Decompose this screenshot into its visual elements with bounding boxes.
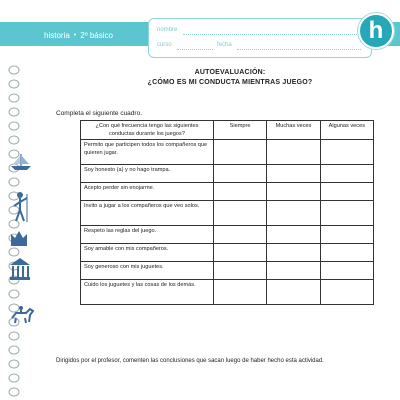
publisher-logo: h — [358, 13, 394, 49]
conduct-cell: Invito a jugar a los compañeros que veo solos. — [81, 201, 214, 226]
conduct-cell: Soy generoso con mis juguetes. — [81, 262, 214, 280]
algunas-veces-cell[interactable] — [320, 183, 373, 201]
algunas-veces-cell[interactable] — [320, 140, 373, 165]
fecha-label: fecha — [217, 42, 232, 48]
muchas-veces-cell[interactable] — [267, 262, 320, 280]
curso-field[interactable] — [177, 49, 213, 50]
horse-rider-icon — [8, 304, 38, 326]
muchas-veces-cell[interactable] — [267, 201, 320, 226]
self-assessment-table — [80, 120, 374, 305]
crown-icon — [8, 228, 30, 248]
grade-label: 2º básico — [80, 30, 113, 40]
conduct-cell: Permito que participen todos los compañeros que quieren jugar. — [81, 140, 214, 165]
table-header-row — [81, 121, 374, 140]
header-siempre: Siempre — [213, 121, 266, 140]
siempre-cell[interactable] — [213, 280, 266, 305]
nombre-label: nombre — [157, 27, 178, 33]
title-line-2: ¿CÓMO ES MI CONDUCTA MIENTRAS JUEGO? — [147, 79, 313, 86]
algunas-veces-cell[interactable] — [320, 262, 373, 280]
muchas-veces-cell[interactable] — [267, 165, 320, 183]
table-row — [81, 183, 374, 201]
subject-label: historia — [44, 30, 70, 40]
conduct-cell: Cuido los juguetes y las cosas de los demás. — [81, 280, 214, 305]
algunas-veces-cell[interactable] — [320, 280, 373, 305]
siempre-cell[interactable] — [213, 262, 266, 280]
siempre-cell[interactable] — [213, 244, 266, 262]
nombre-field[interactable] — [183, 34, 361, 35]
page-title — [90, 68, 370, 88]
header-muchas-veces: Muchas veces — [267, 121, 320, 140]
siempre-cell[interactable] — [213, 183, 266, 201]
conduct-cell: Acepto perder sin enojarme. — [81, 183, 214, 201]
fecha-field[interactable] — [237, 49, 361, 50]
siempre-cell[interactable] — [213, 140, 266, 165]
separator-dot: • — [73, 31, 77, 39]
algunas-veces-cell[interactable] — [320, 226, 373, 244]
header-algunas-veces: Algunas veces — [320, 121, 373, 140]
table-row — [81, 262, 374, 280]
muchas-veces-cell[interactable] — [267, 140, 320, 165]
student-info-box — [148, 18, 372, 58]
temple-icon — [8, 256, 32, 282]
siempre-cell[interactable] — [213, 165, 266, 183]
conduct-cell: Soy amable con mis compañeros. — [81, 244, 214, 262]
instruction-text: Completa el siguiente cuadro. — [56, 110, 142, 117]
ship-icon — [8, 152, 34, 172]
table-row — [81, 140, 374, 165]
table-row — [81, 201, 374, 226]
muchas-veces-cell[interactable] — [267, 226, 320, 244]
siempre-cell[interactable] — [213, 201, 266, 226]
muchas-veces-cell[interactable] — [267, 183, 320, 201]
header-question: ¿Con qué frecuencia tengo las siguientes conductas durante los juegos? — [81, 121, 214, 140]
curso-label: curso — [157, 42, 172, 48]
title-line-1: AUTOEVALUACIÓN: — [194, 69, 266, 76]
siempre-cell[interactable] — [213, 226, 266, 244]
table-row — [81, 226, 374, 244]
muchas-veces-cell[interactable] — [267, 244, 320, 262]
muchas-veces-cell[interactable] — [267, 280, 320, 305]
algunas-veces-cell[interactable] — [320, 244, 373, 262]
conduct-cell: Soy honesto (a) y no hago trampa. — [81, 165, 214, 183]
conduct-cell: Respeto las reglas del juego. — [81, 226, 214, 244]
algunas-veces-cell[interactable] — [320, 165, 373, 183]
table-row — [81, 280, 374, 305]
algunas-veces-cell[interactable] — [320, 201, 373, 226]
conclusion-prompt: Dirigidos por el profesor, comenten las conclusiones que sacan luego de haber hecho esta actividad. — [56, 358, 324, 364]
table-row — [81, 244, 374, 262]
table-row — [81, 165, 374, 183]
explorer-figure-icon — [8, 190, 32, 224]
